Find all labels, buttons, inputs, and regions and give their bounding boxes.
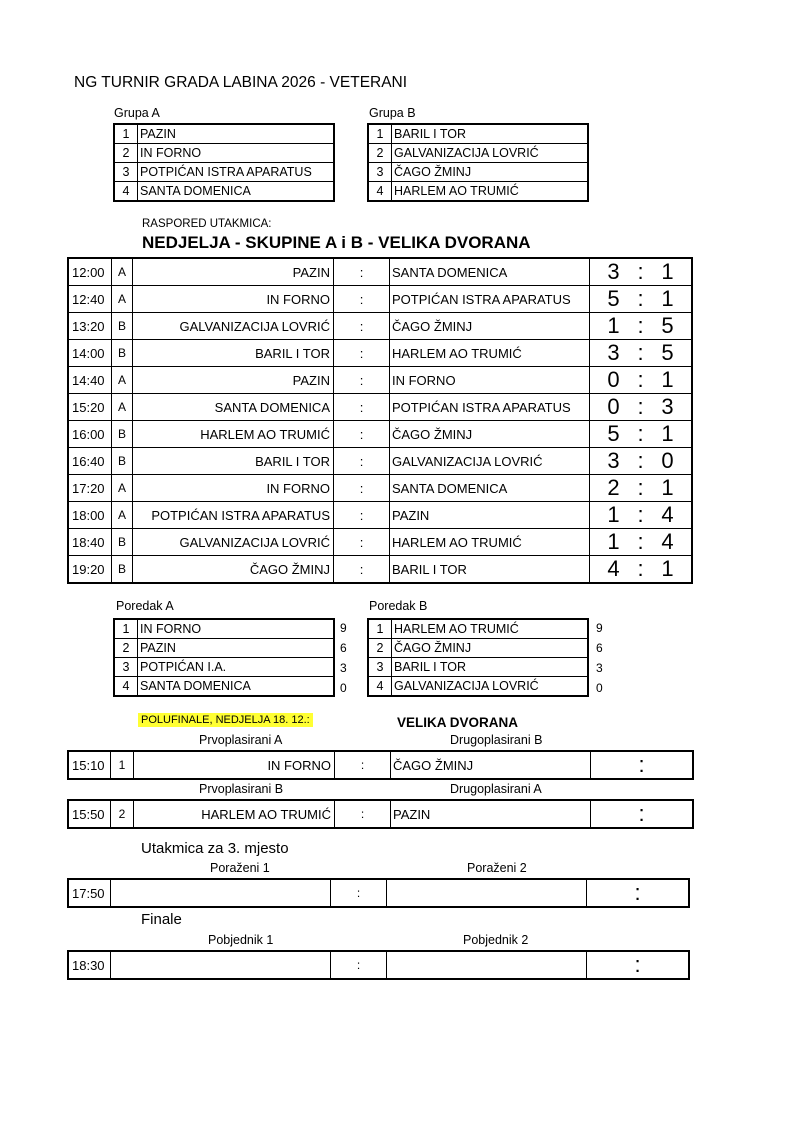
- score: [590, 448, 693, 475]
- team-name: IN FORNO: [138, 619, 335, 639]
- separator: :: [334, 313, 390, 340]
- points-value: 6: [596, 641, 603, 655]
- home-label: Pobjednik 1: [208, 933, 274, 947]
- standings-b-table: [367, 618, 589, 697]
- table-row: [368, 144, 588, 163]
- table-row: [368, 163, 588, 182]
- separator: :: [334, 340, 390, 367]
- home-team: IN FORNO: [134, 751, 335, 779]
- score-separator: :: [637, 475, 644, 500]
- separator: :: [334, 448, 390, 475]
- match-row: [68, 421, 692, 448]
- table-row: [114, 144, 334, 163]
- score-separator: :: [637, 367, 644, 392]
- match-number: 2: [111, 800, 134, 828]
- match-row: [68, 502, 692, 529]
- group-a-table: [113, 123, 335, 202]
- table-row: [114, 124, 334, 144]
- table-row: [368, 124, 588, 144]
- schedule-table: [67, 257, 693, 584]
- match-time: 18:30: [68, 951, 111, 979]
- home-team: IN FORNO: [133, 475, 334, 502]
- team-number: 4: [114, 182, 138, 202]
- match-row: [68, 394, 692, 421]
- score: [590, 421, 693, 448]
- separator: :: [331, 951, 387, 979]
- match-time: 15:10: [68, 751, 111, 779]
- score: [590, 367, 693, 394]
- team-name: ČAGO ŽMINJ: [392, 639, 589, 658]
- score: [590, 502, 693, 529]
- match-time: 16:40: [68, 448, 112, 475]
- table-row: [114, 639, 334, 658]
- separator: :: [334, 286, 390, 313]
- third-place-label: Utakmica za 3. mjesto: [141, 840, 289, 857]
- match-group: B: [112, 313, 133, 340]
- match-time: 17:50: [68, 879, 111, 907]
- home-team: SANTA DOMENICA: [133, 394, 334, 421]
- away-score: 4: [661, 529, 674, 554]
- points-value: 3: [596, 661, 603, 675]
- points-value: 9: [340, 621, 347, 635]
- table-row: [114, 619, 334, 639]
- away-label: Drugoplasirani B: [450, 733, 543, 747]
- separator: :: [334, 502, 390, 529]
- standings-b-label: Poredak B: [369, 599, 428, 613]
- away-team: POTPIĆAN ISTRA APARATUS: [390, 394, 590, 421]
- home-team: HARLEM AO TRUMIĆ: [133, 421, 334, 448]
- score: [590, 475, 693, 502]
- match-time: 14:00: [68, 340, 112, 367]
- away-score: 5: [661, 313, 674, 338]
- match-time: 16:00: [68, 421, 112, 448]
- match-group: A: [112, 258, 133, 286]
- team-name: HARLEM AO TRUMIĆ: [392, 182, 589, 202]
- home-score: 3: [607, 340, 620, 365]
- team-number: 1: [114, 124, 138, 144]
- home-team: PAZIN: [133, 367, 334, 394]
- match-group: B: [112, 529, 133, 556]
- match-row: [68, 475, 692, 502]
- home-score: 0: [607, 394, 620, 419]
- separator: :: [334, 394, 390, 421]
- table-row: [368, 182, 588, 202]
- table-row: [68, 879, 689, 907]
- team-name: POTPIĆAN I.A.: [138, 658, 335, 677]
- home-team: IN FORNO: [133, 286, 334, 313]
- semifinal-2-table: [67, 799, 694, 829]
- standings-a-table: [113, 618, 335, 697]
- rank-number: 1: [114, 619, 138, 639]
- away-label: Pobjednik 2: [463, 933, 529, 947]
- home-team: HARLEM AO TRUMIĆ: [134, 800, 335, 828]
- away-label: Drugoplasirani A: [450, 782, 542, 796]
- team-number: 2: [114, 144, 138, 163]
- team-name: IN FORNO: [138, 144, 335, 163]
- home-team: POTPIĆAN ISTRA APARATUS: [133, 502, 334, 529]
- match-group: B: [112, 448, 133, 475]
- score-separator: :: [637, 556, 644, 581]
- away-score: 1: [661, 259, 674, 284]
- separator: :: [334, 529, 390, 556]
- home-score: 4: [607, 556, 620, 581]
- standings-a-label: Poredak A: [116, 599, 174, 613]
- rank-number: 1: [368, 619, 392, 639]
- semifinal-1-table: [67, 750, 694, 780]
- separator: :: [334, 475, 390, 502]
- away-team: IN FORNO: [390, 367, 590, 394]
- table-row: [114, 163, 334, 182]
- score: [590, 529, 693, 556]
- group-a-label: Grupa A: [114, 106, 160, 120]
- away-score: 1: [661, 556, 674, 581]
- score-separator: :: [637, 340, 644, 365]
- team-name: BARIL I TOR: [392, 124, 589, 144]
- team-name: ČAGO ŽMINJ: [392, 163, 589, 182]
- home-score: 2: [607, 475, 620, 500]
- match-row: [68, 529, 692, 556]
- group-b-table: [367, 123, 589, 202]
- team-name: GALVANIZACIJA LOVRIĆ: [392, 677, 589, 697]
- team-name: BARIL I TOR: [392, 658, 589, 677]
- table-row: [68, 751, 693, 779]
- team-name: SANTA DOMENICA: [138, 182, 335, 202]
- away-score: 3: [661, 394, 674, 419]
- score: [590, 313, 693, 340]
- table-row: [68, 800, 693, 828]
- team-name: PAZIN: [138, 639, 335, 658]
- table-row: [68, 951, 689, 979]
- match-time: 12:40: [68, 286, 112, 313]
- team-name: POTPIĆAN ISTRA APARATUS: [138, 163, 335, 182]
- away-team: GALVANIZACIJA LOVRIĆ: [390, 448, 590, 475]
- away-team: ČAGO ŽMINJ: [390, 421, 590, 448]
- separator: :: [334, 421, 390, 448]
- score-separator: :: [637, 259, 644, 284]
- home-score: 1: [607, 502, 620, 527]
- away-label: Poraženi 2: [467, 861, 527, 875]
- match-time: 14:40: [68, 367, 112, 394]
- score-separator: :: [637, 421, 644, 446]
- group-b-label: Grupa B: [369, 106, 416, 120]
- match-group: A: [112, 502, 133, 529]
- away-team: [387, 951, 587, 979]
- schedule-label: RASPORED UTAKMICA:: [142, 218, 272, 230]
- score-separator: :: [637, 448, 644, 473]
- separator: :: [335, 800, 391, 828]
- match-group: A: [112, 367, 133, 394]
- away-score: 1: [661, 367, 674, 392]
- table-row: [368, 677, 588, 697]
- home-team: [111, 879, 331, 907]
- away-team: HARLEM AO TRUMIĆ: [390, 340, 590, 367]
- home-label: Poraženi 1: [210, 861, 270, 875]
- home-score: 5: [607, 286, 620, 311]
- semifinal-venue: VELIKA DVORANA: [397, 715, 519, 730]
- away-score: 1: [661, 421, 674, 446]
- score: [590, 340, 693, 367]
- final-table: [67, 950, 690, 980]
- home-team: GALVANIZACIJA LOVRIĆ: [133, 529, 334, 556]
- points-value: 6: [340, 641, 347, 655]
- away-team: POTPIĆAN ISTRA APARATUS: [390, 286, 590, 313]
- away-team: PAZIN: [390, 502, 590, 529]
- final-label: Finale: [141, 911, 182, 928]
- team-number: 3: [114, 163, 138, 182]
- away-team: ČAGO ŽMINJ: [391, 751, 591, 779]
- score: [590, 286, 693, 313]
- score: :: [587, 951, 690, 979]
- score: [590, 556, 693, 584]
- match-group: B: [112, 421, 133, 448]
- score: [590, 258, 693, 286]
- table-row: [368, 658, 588, 677]
- points-value: 0: [340, 681, 347, 695]
- rank-number: 3: [114, 658, 138, 677]
- separator: :: [331, 879, 387, 907]
- match-row: [68, 556, 692, 584]
- home-label: Prvoplasirani B: [199, 782, 284, 796]
- home-score: 1: [607, 313, 620, 338]
- match-time: 19:20: [68, 556, 112, 584]
- away-team: ČAGO ŽMINJ: [390, 313, 590, 340]
- table-row: [114, 182, 334, 202]
- home-score: 3: [607, 259, 620, 284]
- home-team: BARIL I TOR: [133, 448, 334, 475]
- score: :: [587, 879, 690, 907]
- rank-number: 2: [114, 639, 138, 658]
- away-score: 1: [661, 286, 674, 311]
- match-time: 15:50: [68, 800, 111, 828]
- rank-number: 2: [368, 639, 392, 658]
- home-team: PAZIN: [133, 258, 334, 286]
- score: :: [591, 751, 694, 779]
- home-score: 3: [607, 448, 620, 473]
- team-number: 2: [368, 144, 392, 163]
- table-row: [114, 658, 334, 677]
- team-name: HARLEM AO TRUMIĆ: [392, 619, 589, 639]
- away-score: 0: [661, 448, 674, 473]
- table-row: [368, 619, 588, 639]
- separator: :: [335, 751, 391, 779]
- score-separator: :: [637, 286, 644, 311]
- schedule-heading: NEDJELJA - SKUPINE A i B - VELIKA DVORANA: [142, 233, 531, 252]
- team-name: GALVANIZACIJA LOVRIĆ: [392, 144, 589, 163]
- table-row: [368, 639, 588, 658]
- table-row: [114, 677, 334, 697]
- match-row: [68, 313, 692, 340]
- away-team: SANTA DOMENICA: [390, 475, 590, 502]
- third-place-table: [67, 878, 690, 908]
- home-score: 1: [607, 529, 620, 554]
- home-team: [111, 951, 331, 979]
- score: :: [591, 800, 694, 828]
- separator: :: [334, 556, 390, 584]
- team-name: PAZIN: [138, 124, 335, 144]
- rank-number: 3: [368, 658, 392, 677]
- match-row: [68, 286, 692, 313]
- home-team: GALVANIZACIJA LOVRIĆ: [133, 313, 334, 340]
- score-separator: :: [637, 313, 644, 338]
- home-score: 0: [607, 367, 620, 392]
- points-value: 9: [596, 621, 603, 635]
- home-team: BARIL I TOR: [133, 340, 334, 367]
- team-name: SANTA DOMENICA: [138, 677, 335, 697]
- separator: :: [334, 258, 390, 286]
- separator: :: [334, 367, 390, 394]
- match-group: A: [112, 475, 133, 502]
- match-row: [68, 448, 692, 475]
- match-time: 18:00: [68, 502, 112, 529]
- points-value: 3: [340, 661, 347, 675]
- away-team: BARIL I TOR: [390, 556, 590, 584]
- match-group: A: [112, 394, 133, 421]
- match-number: 1: [111, 751, 134, 779]
- away-score: 1: [661, 475, 674, 500]
- points-value: 0: [596, 681, 603, 695]
- match-row: [68, 367, 692, 394]
- match-time: 18:40: [68, 529, 112, 556]
- page-title: NG TURNIR GRADA LABINA 2026 - VETERANI: [74, 74, 408, 91]
- match-row: [68, 340, 692, 367]
- away-team: PAZIN: [391, 800, 591, 828]
- away-score: 4: [661, 502, 674, 527]
- match-row: [68, 258, 692, 286]
- score-separator: :: [637, 529, 644, 554]
- rank-number: 4: [114, 677, 138, 697]
- match-time: 15:20: [68, 394, 112, 421]
- away-team: [387, 879, 587, 907]
- match-group: A: [112, 286, 133, 313]
- match-time: 12:00: [68, 258, 112, 286]
- match-time: 17:20: [68, 475, 112, 502]
- match-time: 13:20: [68, 313, 112, 340]
- match-group: B: [112, 556, 133, 584]
- match-group: B: [112, 340, 133, 367]
- score: [590, 394, 693, 421]
- semifinal-label: POLUFINALE, NEDJELJA 18. 12.:: [138, 713, 313, 727]
- score-separator: :: [637, 502, 644, 527]
- away-score: 5: [661, 340, 674, 365]
- home-team: ČAGO ŽMINJ: [133, 556, 334, 584]
- home-label: Prvoplasirani A: [199, 733, 283, 747]
- team-number: 3: [368, 163, 392, 182]
- score-separator: :: [637, 394, 644, 419]
- away-team: SANTA DOMENICA: [390, 258, 590, 286]
- team-number: 1: [368, 124, 392, 144]
- team-number: 4: [368, 182, 392, 202]
- away-team: HARLEM AO TRUMIĆ: [390, 529, 590, 556]
- home-score: 5: [607, 421, 620, 446]
- rank-number: 4: [368, 677, 392, 697]
